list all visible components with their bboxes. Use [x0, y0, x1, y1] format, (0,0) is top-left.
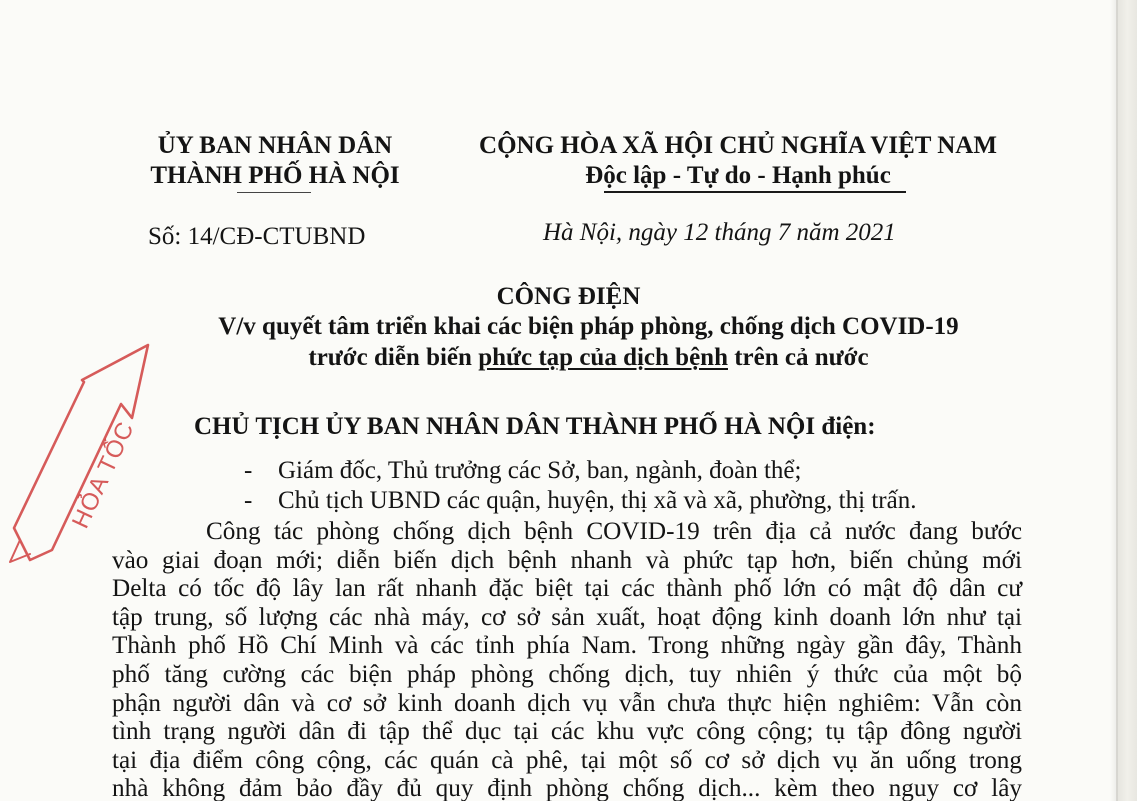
body-line: vào giai đoạn mới; diễn biến dịch bệnh nhanh và phức tạp hơn, biến chủng mới: [112, 546, 1022, 574]
recipient-marker: -: [244, 457, 253, 484]
issuer-line-2: THÀNH PHỐ HÀ NỘI: [150, 162, 400, 189]
subject-line-2: [20, 343, 1120, 373]
nation-line: CỘNG HÒA XÃ HỘI CHỦ NGHĨA VIỆT NAM: [479, 132, 997, 159]
body-line: nhà không đảm bảo đầy đủ quy định phòng chống dịch... kèm theo nguy cơ lây: [112, 775, 1022, 801]
body-line: tình trạng người dân đi tập thể dục tại các khu vực công cộng; tụ tập đông người: [112, 718, 1022, 746]
subject-part-before: trước diễn biến: [308, 344, 479, 371]
body-line: tại địa điểm công cộng, các quán cà phê, tại một số cơ sở dịch vụ ăn uống trong: [112, 746, 1022, 774]
recipient-item: [244, 456, 916, 486]
recipient-list: [244, 456, 916, 516]
nation-block: [438, 131, 1038, 191]
document-number: Số: 14/CĐ-CTUBND: [148, 223, 366, 250]
recipient-text: Giám đốc, Thủ trưởng các Sở, ban, ngành, đoàn thể;: [278, 457, 802, 484]
page-edge-shadow: [1110, 0, 1118, 801]
body-line: phố tăng cường các biện pháp phòng chống dịch, tuy nhiên ý thức của một bộ: [112, 660, 1022, 688]
body-line: phận người dân và cơ sở kinh doanh dịch vụ vẫn chưa thực hiện nghiêm: Vẫn còn: [112, 689, 1022, 717]
recipient-item: [244, 486, 916, 516]
recipient-marker: -: [244, 487, 253, 514]
body-line: Delta có tốc độ lây lan rất nhanh đặc biệt tại các thành phố lớn có mật độ dân cư: [112, 575, 1022, 603]
motto-line: Độc lập - Tự do - Hạnh phúc: [585, 162, 891, 189]
body-line: Thành phố Hồ Chí Minh và các tỉnh phía Nam. Trong những ngày gần đây, Thành: [112, 632, 1022, 660]
stamp-text: HỎA TỐC: [66, 417, 140, 533]
subject-line-1: V/v quyết tâm triển khai các biện pháp phòng, chống dịch COVID-19: [218, 313, 959, 340]
subject-part-after: trên cả nước: [727, 344, 869, 371]
issuer-block: [120, 131, 430, 191]
page-edge: [1116, 0, 1137, 801]
body-line: tập trung, số lượng các nhà máy, cơ sở sản xuất, hoạt động kinh doanh lớn như tại: [112, 603, 1022, 631]
recipient-text: Chủ tịch UBND các quận, huyện, thị xã và xã, phường, thị trấn.: [278, 487, 917, 514]
body-paragraph: [112, 518, 1022, 801]
motto-underline: [604, 191, 906, 193]
issuer-divider: [237, 192, 311, 193]
issuer-line-1: ỦY BAN NHÂN DÂN: [157, 132, 393, 159]
sender-line: CHỦ TỊCH ỦY BAN NHÂN DÂN THÀNH PHỐ HÀ NỘI điện:: [194, 413, 876, 440]
urgent-stamp: [0, 340, 170, 565]
subject-part-underlined: phức tạp của dịch bệnh: [478, 344, 728, 371]
body-line: Công tác phòng chống dịch bệnh COVID-19 trên địa cả nước đang bước: [206, 518, 1022, 545]
document-title: CÔNG ĐIỆN: [496, 283, 641, 310]
place-date: Hà Nội, ngày 12 tháng 7 năm 2021: [543, 219, 896, 246]
